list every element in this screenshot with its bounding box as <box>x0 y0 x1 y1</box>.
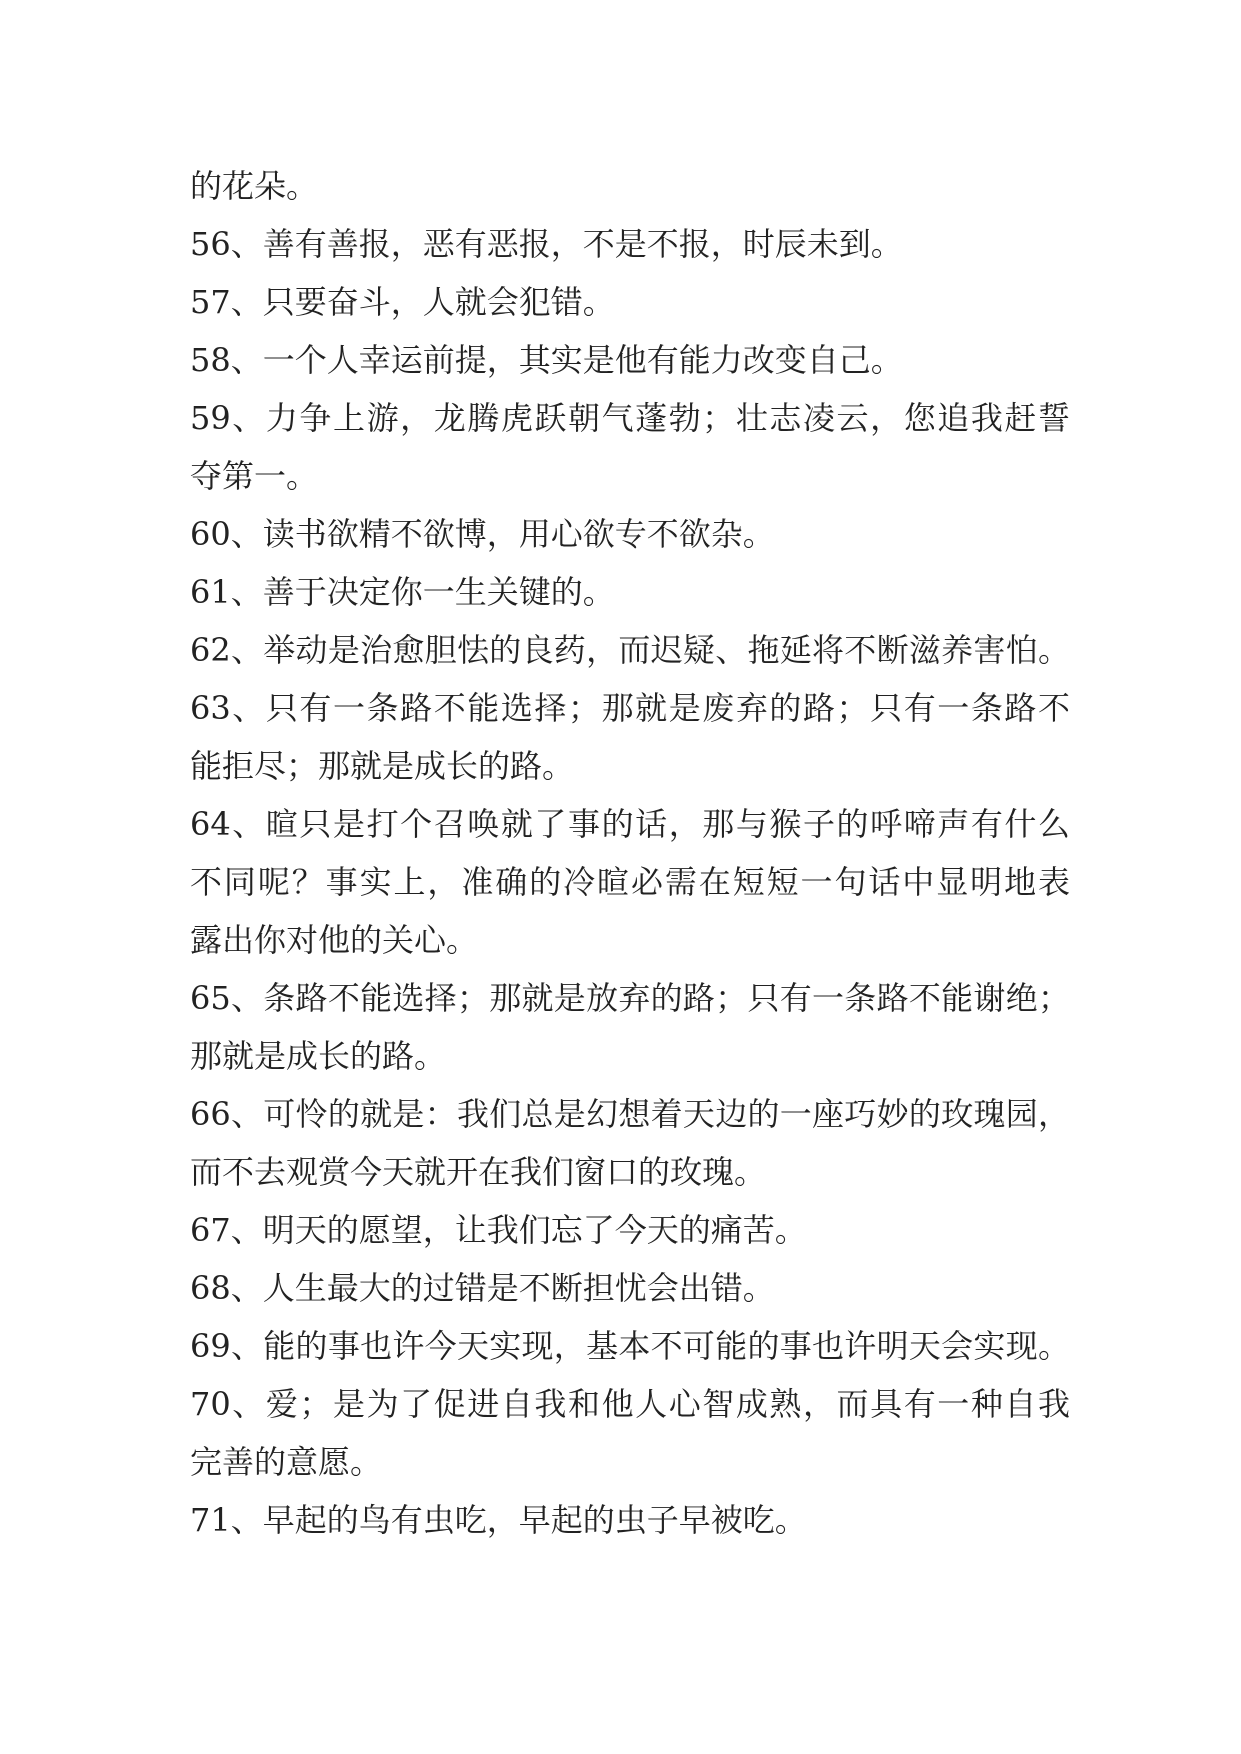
text-line: 56、善有善报，恶有恶报，不是不报，时辰未到。 <box>190 225 903 263</box>
text-line: 的花朵。 <box>190 167 319 205</box>
text-line: 而不去观赏今天就开在我们窗口的玫瑰。 <box>190 1153 767 1191</box>
text-line: 58、一个人幸运前提，其实是他有能力改变自己。 <box>190 341 903 379</box>
text-line: 59、力争上游，龙腾虎跃朝气蓬勃；壮志凌云，您追我赶誓 <box>190 399 1070 437</box>
text-line: 60、读书欲精不欲博，用心欲专不欲杂。 <box>190 515 775 553</box>
text-line: 夺第一。 <box>190 457 319 495</box>
text-line: 67、明天的愿望，让我们忘了今天的痛苦。 <box>190 1211 807 1249</box>
text-line: 露出你对他的关心。 <box>190 921 479 959</box>
text-line: 70、爱；是为了促进自我和他人心智成熟，而具有一种自我 <box>190 1385 1070 1423</box>
document-body <box>190 157 1070 1549</box>
text-line: 62、举动是治愈胆怯的良药，而迟疑、拖延将不断滋养害怕。 <box>190 631 1070 669</box>
text-line: 63、只有一条路不能选择；那就是废弃的路；只有一条路不 <box>190 689 1070 727</box>
text-line: 66、可怜的就是：我们总是幻想着天边的一座巧妙的玫瑰园， <box>190 1095 1070 1133</box>
text-line: 那就是成长的路。 <box>190 1037 447 1075</box>
text-line: 71、早起的鸟有虫吃，早起的虫子早被吃。 <box>190 1501 807 1539</box>
text-line: 64、暄只是打个召唤就了事的话，那与猴子的呼啼声有什么 <box>190 805 1070 843</box>
text-line: 68、人生最大的过错是不断担忧会出错。 <box>190 1269 775 1307</box>
text-line: 61、善于决定你一生关键的。 <box>190 573 615 611</box>
text-line: 57、只要奋斗，人就会犯错。 <box>190 283 615 321</box>
text-line: 能拒尽；那就是成长的路。 <box>190 747 575 785</box>
text-line: 完善的意愿。 <box>190 1443 383 1481</box>
text-line: 65、条路不能选择；那就是放弃的路；只有一条路不能谢绝； <box>190 979 1070 1017</box>
text-line: 不同呢？事实上，准确的冷暄必需在短短一句话中显明地表 <box>190 863 1070 901</box>
text-line: 69、能的事也许今天实现，基本不可能的事也许明天会实现。 <box>190 1327 1070 1365</box>
